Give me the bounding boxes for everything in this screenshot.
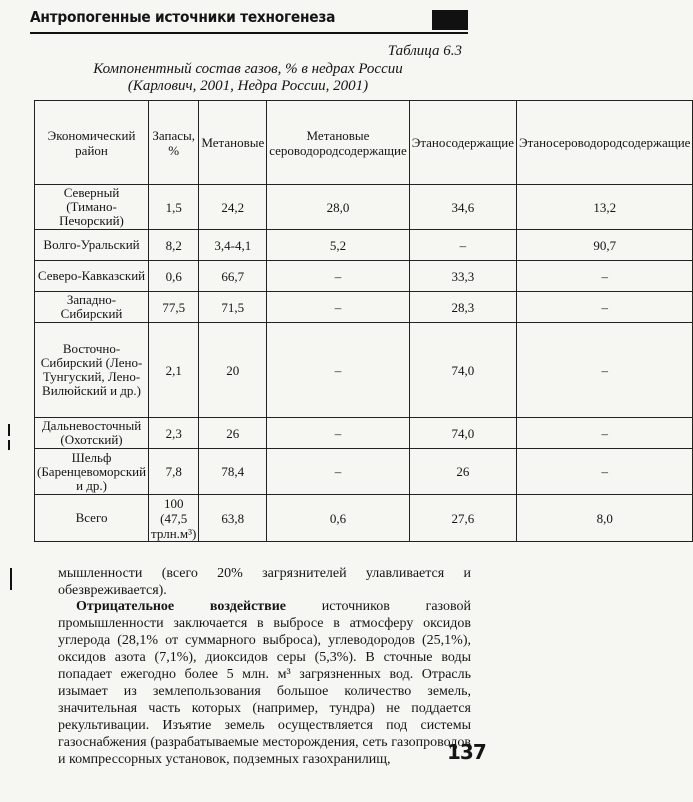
- table-source: (Карлович, 2001, Недра России, 2001): [127, 78, 369, 94]
- paragraph-main: [58, 598, 471, 768]
- table-cell: 74,0: [409, 323, 516, 418]
- table-cell: 100 (47,5 трлн.м³): [149, 495, 199, 542]
- table-cell: 0,6: [267, 495, 410, 542]
- table-cell: 74,0: [409, 418, 516, 449]
- page-number: 137: [447, 740, 486, 764]
- table-cell: –: [516, 323, 692, 418]
- table-cell: 20: [199, 323, 267, 418]
- table-cell: –: [409, 230, 516, 261]
- table-label: Таблица 6.3: [387, 43, 462, 59]
- table-cell: –: [516, 292, 692, 323]
- gas-composition-table: [34, 100, 693, 542]
- margin-mark: [8, 440, 10, 450]
- table-cell: Восточно-Сибирский (Лено-Тунгуский, Лено-Вилюйский и др.): [35, 323, 149, 418]
- table-cell: 8,0: [516, 495, 692, 542]
- table-cell: Западно-Сибирский: [35, 292, 149, 323]
- table-row: [35, 495, 693, 542]
- table-cell: 5,2: [267, 230, 410, 261]
- table-cell: 0,6: [149, 261, 199, 292]
- table-title: Компонентный состав газов, % в недрах России: [93, 61, 403, 77]
- table-cell: 24,2: [199, 185, 267, 230]
- table-row: [35, 323, 693, 418]
- table-cell: 33,3: [409, 261, 516, 292]
- table-header-row: [35, 101, 693, 185]
- table-cell: –: [267, 418, 410, 449]
- table-cell: –: [516, 261, 692, 292]
- table-cell: Всего: [35, 495, 149, 542]
- table-cell: 27,6: [409, 495, 516, 542]
- table-cell: 3,4-4,1: [199, 230, 267, 261]
- running-header-title: Антропогенные источники техногенеза: [30, 8, 336, 26]
- table-row: [35, 230, 693, 261]
- table-cell: 28,3: [409, 292, 516, 323]
- table-cell: 26: [409, 449, 516, 495]
- table-row: [35, 292, 693, 323]
- table-row: [35, 185, 693, 230]
- table-cell: 63,8: [199, 495, 267, 542]
- table-cell: 2,3: [149, 418, 199, 449]
- table-row: [35, 449, 693, 495]
- table-cell: 90,7: [516, 230, 692, 261]
- header-black-block: [432, 10, 468, 30]
- table-cell: –: [516, 418, 692, 449]
- table-row: [35, 261, 693, 292]
- paragraph-bold-lead: Отрицательное воздействие: [76, 599, 287, 614]
- table-cell: Северо-Кавказский: [35, 261, 149, 292]
- table-cell: –: [267, 449, 410, 495]
- table-cell: Северный (Тимано-Печорский): [35, 185, 149, 230]
- table-cell: 13,2: [516, 185, 692, 230]
- table-cell: 78,4: [199, 449, 267, 495]
- table-cell: –: [267, 261, 410, 292]
- gas-composition-table-wrapper: [34, 100, 693, 542]
- table-cell: –: [267, 292, 410, 323]
- table-cell: 2,1: [149, 323, 199, 418]
- column-header: Этаносероводородсодержащие: [516, 101, 692, 185]
- table-cell: –: [267, 323, 410, 418]
- table-cell: 1,5: [149, 185, 199, 230]
- table-cell: 8,2: [149, 230, 199, 261]
- table-cell: Шельф (Баренцевоморский и др.): [35, 449, 149, 495]
- table-cell: Волго-Уральский: [35, 230, 149, 261]
- table-cell: 71,5: [199, 292, 267, 323]
- table-row: [35, 418, 693, 449]
- column-header: Этаносодержащие: [409, 101, 516, 185]
- table-cell: –: [516, 449, 692, 495]
- margin-mark: [10, 568, 12, 590]
- table-cell: 34,6: [409, 185, 516, 230]
- column-header: Экономический район: [35, 101, 149, 185]
- table-cell: 7,8: [149, 449, 199, 495]
- column-header: Метановые сероводородсодержащие: [267, 101, 410, 185]
- table-cell: 28,0: [267, 185, 410, 230]
- table-cell: 66,7: [199, 261, 267, 292]
- paragraph-body: источников газовой промышленности заключается в выбросе в атмосферу оксидов углерода (28,1% от суммарного выброса), углеводородов (25,1%), оксидов азота (7,1%), диоксидов серы (5,3%). В сточные воды попадает ежегодно более 5 млн. м³ загрязненных вод. Отрасль изымает из землепользования большое количество земель, значительная часть которых (например, тундра) не поддается рекультивации. Изъятие земель осуществляется под системы газоснабжения (разрабатываемые месторождения, сеть газопроводов и компрессорных установок, подземных газохранилищ,: [58, 599, 471, 767]
- table-cell: Дальневосточный (Охотский): [35, 418, 149, 449]
- table-cell: 26: [199, 418, 267, 449]
- paragraph-continuation: мышленности (всего 20% загрязнителей улавливается и обезвреживается).: [58, 566, 471, 598]
- column-header: Запасы, %: [149, 101, 199, 185]
- table-cell: 77,5: [149, 292, 199, 323]
- column-header: Метановые: [199, 101, 267, 185]
- margin-mark: [8, 424, 10, 436]
- running-header: [30, 8, 468, 34]
